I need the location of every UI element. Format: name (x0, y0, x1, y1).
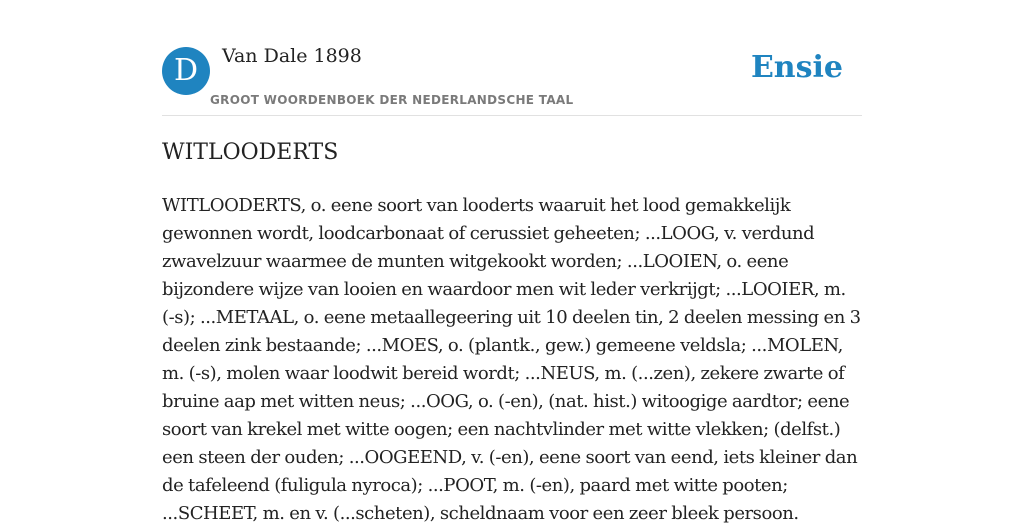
dictionary-logo[interactable]: D (162, 47, 210, 95)
dictionary-title[interactable]: Van Dale 1898 (222, 45, 362, 67)
ensie-brand-logo[interactable]: Ensie (750, 50, 843, 85)
entry-definition: WITLOODERTS, o. eene soort van looderts waaruit het lood gemakkelijk gewonnen wordt, loodcarbonaat of cerussiet geheeten; ...LOOG, v. verdund zwavelzuur waarmee de munten witgekookt worden; ...LOOIEN, o. eene bijzondere wijze van looien en waardoor men wit leder verkrijgt; ...LOOIER, m. (-s); ...METAAL, o. eene metaallegeering uit 10 deelen tin, 2 deelen messing en 3 deelen zink bestaande; ...MOES, o. (plantk., gew.) gemeene veldsla; ...MOLEN, m. (-s), molen waar loodwit bereid wordt; ...NEUS, m. (...zen), zekere zwarte of bruine aap met witten neus; ...OOG, o. (-en), (nat. hist.) witoogige aardtor; eene soort van krekel met witte oogen; een nachtvlinder met witte vlekken; (delfst.) een steen der ouden; ...OOGEEND, v. (-en), eene soort van eend, iets kleiner dan de tafeleend (fuligula nyroca); ...POOT, m. (-en), paard met witte pooten; ...SCHEET, m. en v. (...scheten), scheldnaam voor een zeer bleek persoon. (162, 195, 861, 524)
dictionary-subtitle: GROOT WOORDENBOEK DER NEDERLANDSCHE TAAL (210, 93, 574, 107)
entry-headword: WITLOODERTS (162, 140, 339, 165)
page-header (162, 0, 862, 116)
dictionary-page (162, 0, 862, 524)
